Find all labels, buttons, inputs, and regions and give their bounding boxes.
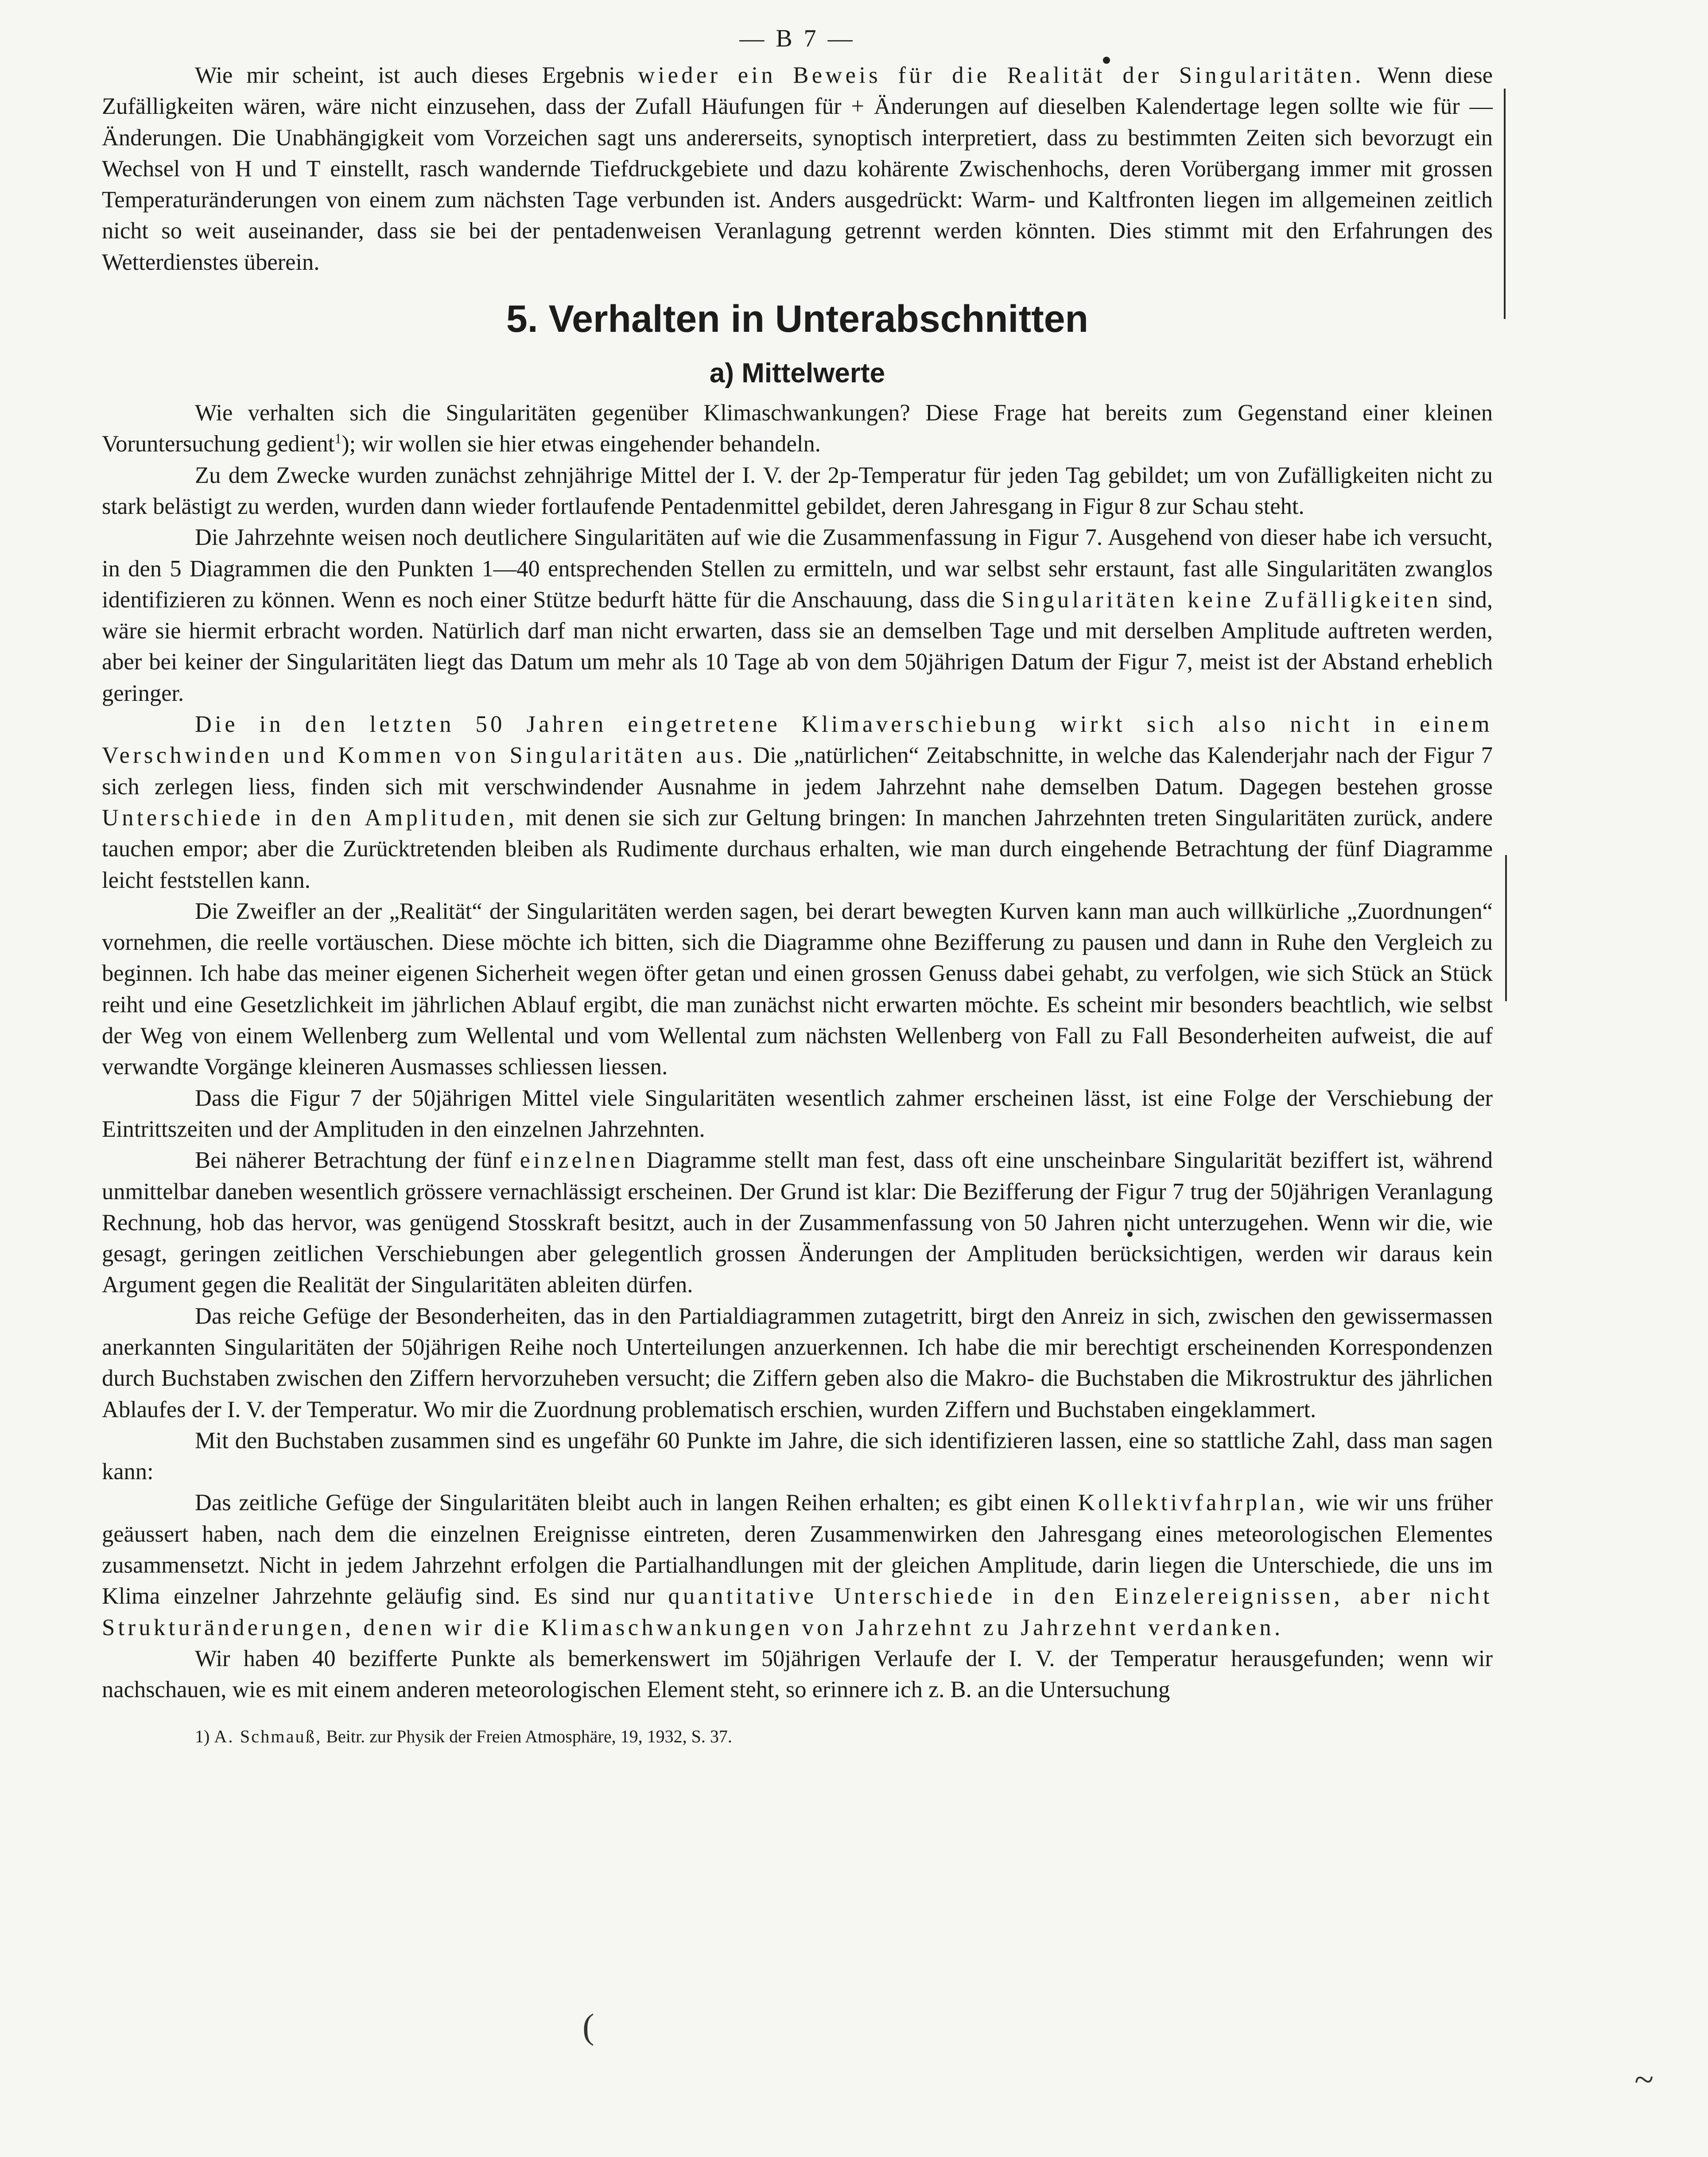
text-run: Das zeitliche Gefüge der Singularitäten bleibt auch in langen Reihen erhalten; es gibt einen [195, 1490, 1078, 1516]
text-run: wie wir uns früher geäussert haben, nach dem die einzelnen Ereignisse eintreten, deren Zusammenwirken den Jahresgang eines meteorologischen Elementes zusammensetzt. Nicht in jedem Jahrzehnt erfolgen die Partialhandlungen mit der gleichen Amplitude, darin liegen die Unterschiede, die uns im Klima einzelner Jahrzehnte geläufig sind. Es sind nur [102, 1490, 1493, 1609]
paragraph-8: Das reiche Gefüge der Besonderheiten, das in den Partialdiagrammen zutagetritt, birgt den Anreiz in sich, zwischen den gewissermassen anerkannten Singularitäten der 50jährigen Reihe noch Unterteilungen anzuerkennen. Ich habe die mir berechtigt erscheinenden Korrespondenzen durch Buchstaben zwischen den Ziffern hervorzuheben versucht; die Ziffern geben also die Makro- die Buchstaben die Mikrostruktur des jährlichen Ablaufes der I. V. der Temperatur. Wo mir die Zuordnung problematisch erschien, wurden Ziffern und Buchstaben eingeklammert. [102, 1303, 1493, 1422]
text-run: mit denen sie sich zur Geltung bringen: In manchen Jahrzehnten treten Singularitäten zurück, andere tauchen empor; aber die Zurücktretenden bleiben als Rudimente durchaus erhalten, wie man durch eingehende Betrachtung der fünf Diagramme leicht feststellen kann. [102, 805, 1493, 893]
paragraph-7 [102, 1145, 1493, 1300]
paragraph-5: Die Zweifler an der „Realität“ der Singularitäten werden sagen, bei derart bewegten Kurven kann man auch willkürliche „Zuordnungen“ vornehmen, die reelle vortäuschen. Diese möchte ich bitten, sich die Diagramme ohne Bezifferung zu pausen und dann in Ruhe den Vergleich zu beginnen. Ich habe das meiner eigenen Sicherheit wegen öfter getan und einen grossen Genuss dabei gehabt, zu verfolgen, wie sich Stück an Stück reiht und eine Gesetzlichkeit im jährlichen Ablauf ergibt, die man zunächst nicht erwarten möchte. Es scheint mir besonders beachtlich, wie selbst der Weg von einem Wellenberg zum Wellental und vom Wellental zum nächsten Wellenberg von Fall zu Fall Besonderheiten aufweist, die auf verwandte Vorgänge kleineren Ausmasses schliessen liessen. [102, 898, 1493, 1080]
scan-mark: ~ [1634, 2060, 1654, 2099]
scan-mark: ( [582, 2007, 594, 2046]
footnote-ref[interactable]: 1 [334, 431, 342, 447]
footnote-mark: 1) [195, 1726, 214, 1746]
spaced-emphasis: Die in den letzten 50 Jahren eingetretene Klimaverschiebung wirkt sich also nicht in einem Verschwinden und Kommen von Singularitäten aus. [102, 711, 1493, 769]
text-run: Wie verhalten sich die Singularitäten gegenüber Klimaschwankungen? Diese Frage hat bereits zum Gegenstand einer kleinen Voruntersuchung gedient [102, 400, 1493, 457]
footnote [102, 1724, 1493, 1749]
document-page [102, 18, 1493, 1749]
text-run: sind, wäre sie hiermit erbracht worden. Natürlich darf man nicht erwarten, dass sie an demselben Tage und mit derselben Amplitude auftreten werden, aber bei keiner der Singularitäten liegt das Datum um mehr als 10 Tage ab von dem 50jährigen Datum der Figur 7, meist ist der Abstand erheblich geringer. [102, 587, 1493, 706]
text-run: Bei näherer Betrachtung der fünf [195, 1147, 520, 1174]
section-title: 5. Verhalten in Unterabschnitten [506, 298, 1089, 341]
text-run: Diagramme stellt man fest, dass oft eine unscheinbare Singularität beziffert ist, während unmittelbar daneben wesentlich grössere vernachlässigt erscheinen. Der Grund ist klar: Die Bezifferung der Figur 7 trug der 50jährigen Veranlagung Rechnung, hob das hervor, was genügend Stosskraft besitzt, auch in der Zusammenfassung von 50 Jahren nicht unterzugehen. Wenn wir die, wie gesagt, geringen zeitlichen Verschiebungen aber gelegentlich grossen Änderungen der Amplituden berücksichtigen, werden wir daraus kein Argument gegen die Realität der Singularitäten ableiten dürfen. [102, 1147, 1493, 1298]
paragraph-10 [102, 1487, 1493, 1643]
text-run: ); wir wollen sie hier etwas eingehender behandeln. [342, 431, 821, 457]
margin-mark-line [1505, 855, 1507, 1001]
paragraph-4 [102, 709, 1493, 896]
text-run: Wie mir scheint, ist auch dieses Ergebnis [195, 62, 638, 88]
spaced-emphasis: Kollektivfahrplan, [1078, 1490, 1308, 1516]
footnote-text: Beitr. zur Physik der Freien Atmosphäre, 19, 1932, S. 37. [322, 1726, 732, 1746]
page-header: — B 7 — [739, 25, 855, 52]
paragraph-1 [102, 397, 1493, 460]
spaced-emphasis: quantitative Unterschiede in den Einzelereignissen, aber nicht Strukturänderungen, denen wir die Klimaschwankungen von Jahrzehnt zu Jahrzehnt verdanken. [102, 1583, 1493, 1640]
section-subtitle: a) Mittelwerte [709, 358, 885, 389]
paragraph-2: Zu dem Zwecke wurden zunächst zehnjährige Mittel der I. V. der 2p-Temperatur für jeden Tag gebildet; um von Zufälligkeiten nicht zu stark belästigt zu werden, wurden dann wieder fortlaufende Pentadenmittel gebildet, deren Jahresgang in Figur 8 zur Schau steht. [102, 462, 1493, 519]
text-run: Die Jahrzehnte weisen noch deutlichere Singularitäten auf wie die Zusammenfassung in Figur 7. Ausgehend von dieser habe ich versucht, in den 5 Diagrammen die den Punkten 1—40 entsprechenden Stellen zu ermitteln, und war selbst sehr erstaunt, fast alle Singularitäten zwanglos identifizieren zu können. Wenn es noch einer Stütze bedurft hätte für die Anschauung, dass die [102, 525, 1493, 613]
paragraph-6: Dass die Figur 7 der 50jährigen Mittel viele Singularitäten wesentlich zahmer erscheinen lässt, ist eine Folge der Verschiebung der Eintrittszeiten und der Amplituden in den einzelnen Jahrzehnten. [102, 1085, 1493, 1142]
margin-mark-line [1504, 89, 1506, 319]
spaced-emphasis: einzelnen [520, 1147, 638, 1174]
spaced-emphasis: Unterschiede in den Amplituden, [102, 805, 517, 831]
spaced-emphasis: wieder ein Beweis für die Realität der Singularitäten. [638, 62, 1364, 88]
paragraph-9: Mit den Buchstaben zusammen sind es ungefähr 60 Punkte im Jahre, die sich identifizieren lassen, eine so stattliche Zahl, dass man sagen kann: [102, 1427, 1493, 1485]
paragraph-3 [102, 522, 1493, 709]
text-run: Die „natürlichen“ Zeitabschnitte, in welche das Kalenderjahr nach der Figur 7 sich zerlegen liess, finden sich mit verschwindender Ausnahme in jedem Jahrzehnt nahe demselben Datum. Dagegen bestehen grosse [102, 742, 1493, 800]
intro-paragraph [102, 60, 1493, 278]
paragraph-11: Wir haben 40 bezifferte Punkte als bemerkenswert im 50jährigen Verlaufe der I. V. der Temperatur herausgefunden; wenn wir nachschauen, wie es mit einem anderen meteorologischen Element steht, so erinnere ich z. B. an die Untersuchung [102, 1645, 1493, 1703]
text-run: Wenn diese Zufälligkeiten wären, wäre nicht einzusehen, dass der Zufall Häufungen für + Änderungen auf dieselben Kalendertage legen sollte wie für — Änderungen. Die Unabhängigkeit vom Vorzeichen sagt uns andererseits, synoptisch interpretiert, dass zu bestimmten Zeiten sich bevorzugt ein Wechsel von H und T einstellt, rasch wandernde Tiefdruckgebiete und dazu kohärente Zwischenhochs, deren Vorübergang immer mit grossen Temperaturänderungen von einem zum nächsten Tage verbunden ist. Anders ausgedrückt: Warm- und Kaltfronten liegen im allgemeinen zeitlich nicht so weit auseinander, dass sie bei der pentadenweisen Veranlagung getrennt werden könnten. Dies stimmt mit den Erfahrungen des Wetterdienstes überein. [102, 62, 1493, 275]
footnote-author: A. Schmauß, [214, 1726, 322, 1746]
spaced-emphasis: Singularitäten keine Zufälligkeiten [1002, 587, 1442, 613]
